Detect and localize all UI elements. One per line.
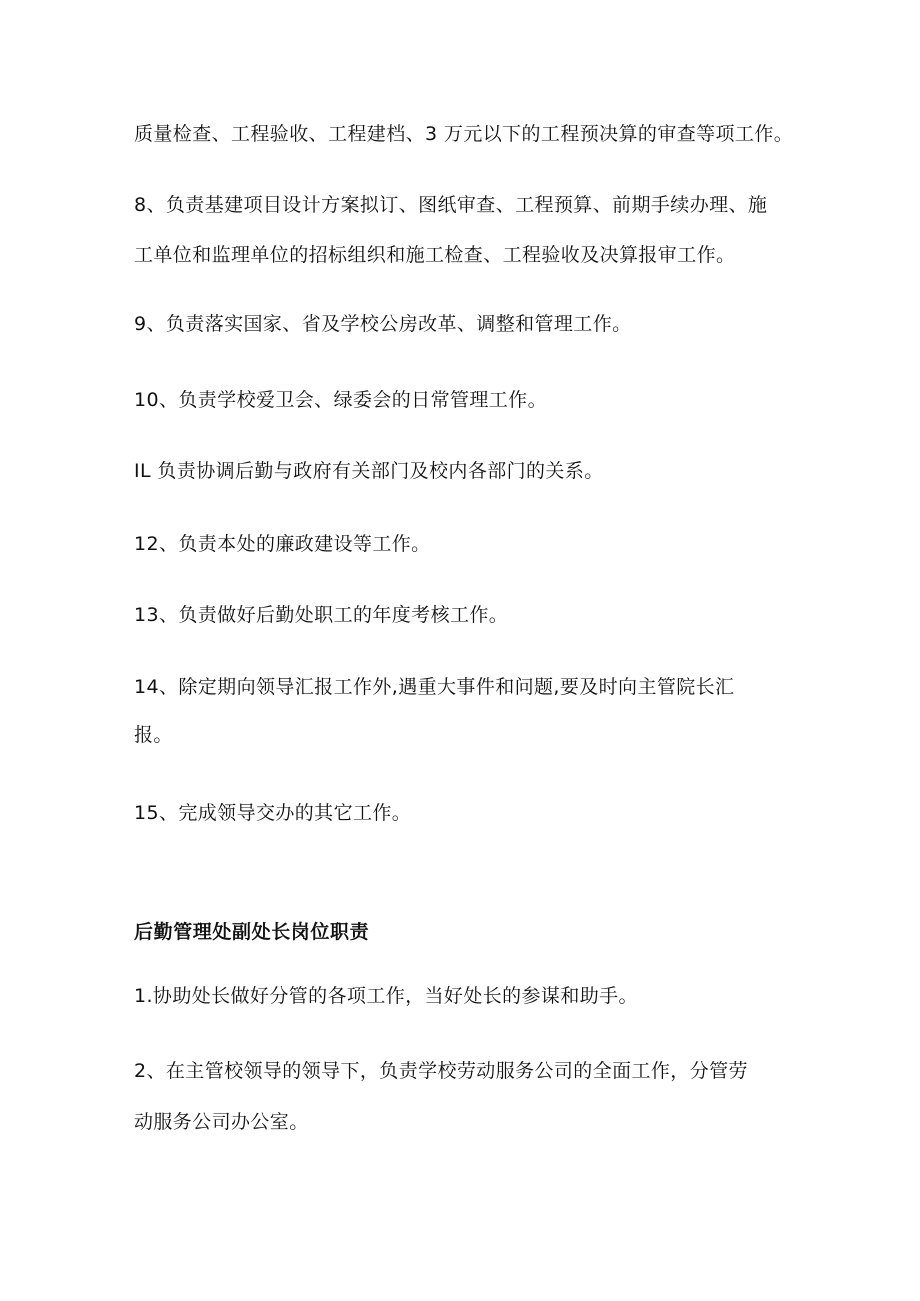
paragraph-line: 动服务公司办公室。 (134, 1111, 309, 1133)
section-heading: 后勤管理处副处长岗位职责 (134, 921, 370, 943)
paragraph-line: 10、负责学校爱卫会、绿委会的日常管理工作。 (134, 389, 547, 411)
paragraph-line: 15、完成领导交办的其它工作。 (134, 802, 412, 824)
paragraph-line: IL 负责协调后勤与政府有关部门及校内各部门的关系。 (134, 460, 604, 482)
paragraph-line: 14、除定期向领导汇报工作外,遇重大事件和问题,要及时向主管院长汇 (134, 676, 735, 698)
paragraph-line: 13、负责做好后勤处职工的年度考核工作。 (134, 604, 509, 626)
paragraph-line: 8、负责基建项目设计方案拟订、图纸审查、工程预算、前期手续办理、施 (134, 194, 768, 216)
paragraph-line: 2、在主管校领导的领导下，负责学校劳动服务公司的全面工作，分管劳 (134, 1060, 748, 1082)
paragraph-line: 9、负责落实国家、省及学校公房改革、调整和管理工作。 (134, 313, 632, 335)
paragraph-line: 工单位和监理单位的招标组织和施工检查、工程验收及决算报审工作。 (134, 244, 736, 266)
paragraph-line: 报。 (134, 724, 173, 746)
paragraph-line: 12、负责本处的廉政建设等工作。 (134, 533, 431, 555)
paragraph-line: 1.协助处长做好分管的各项工作，当好处长的参谋和助手。 (134, 985, 638, 1007)
paragraph-line: 质量检查、工程验收、工程建档、3 万元以下的工程预决算的审查等项工作。 (134, 123, 794, 145)
